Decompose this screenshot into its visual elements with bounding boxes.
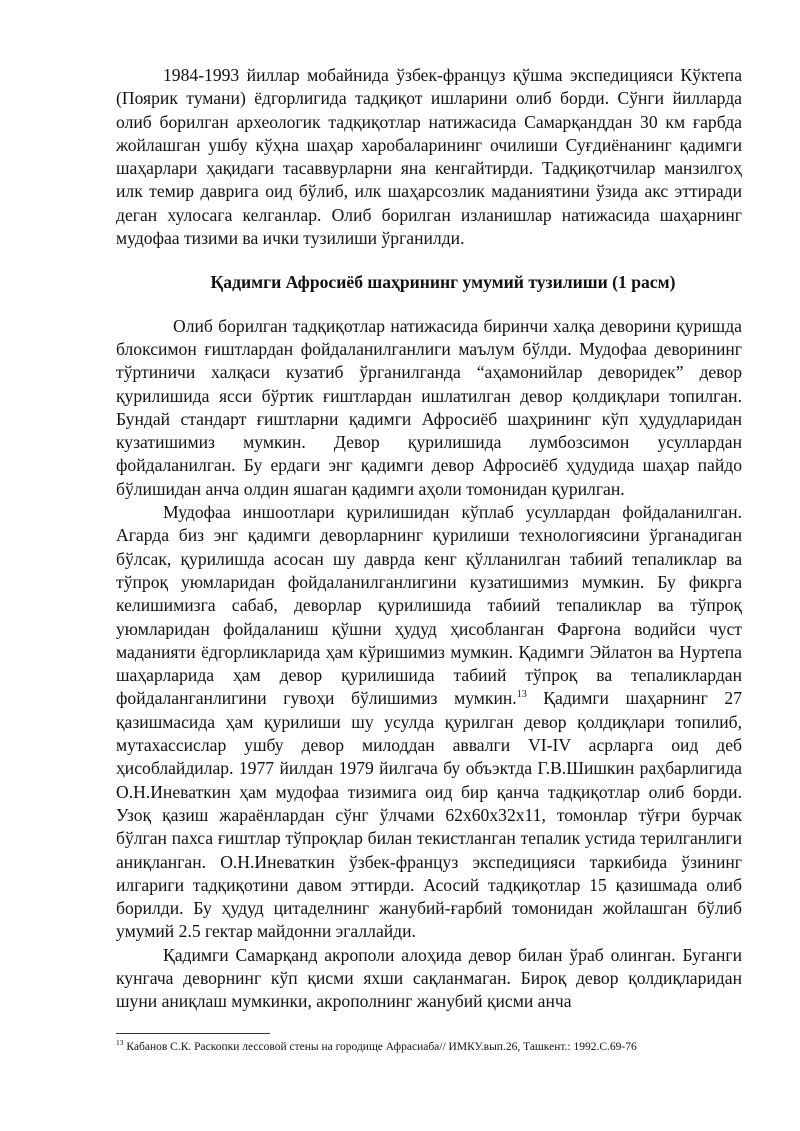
footnote-area: [116, 1033, 742, 1054]
footnote-reference[interactable]: 13: [516, 689, 527, 701]
body-paragraph-1: Олиб борилган тадқиқотлар натижасида биринчи халқа деворини қуришда блоксимон ғиштлардан фойдаланилганлиги маълум бўлди. Мудофаа деворининг тўртиничи халқаси кузатиб ўрганилганда “аҳамонийлар деворидек” девор қурилишида ясси бўртик ғиштлардан ишлатилган девор қолдиқлари топилган. Бундай стандарт ғиштларни қадимги Афросиёб шаҳрининг кўп ҳудудларидан кузатишимиз мумкин. Девор қурилишида лумбозсимон усуллардан фойдаланилган. Бу ердаги энг қадимги девор Афросиёб ҳудудида шаҳар пайдо бўлишидан анча олдин яшаган қадимги аҳоли томонидан қурилган.: [116, 315, 742, 499]
body-paragraph-2: [116, 501, 742, 944]
body-paragraph-3: Қадимги Самарқанд акрополи алоҳида девор билан ўраб олинган. Буганги кунгача деворнинг кўп қисми яхши сақланмаган. Бироқ девор қолдиқларидан шуни аниқлаш мумкинки, акрополнинг жанубий қисми анча: [116, 944, 742, 1012]
section-heading: Қадимги Афросиёб шаҳрининг умумий тузилиши (1 расм): [210, 272, 676, 293]
body-paragraph-2-text-b: Қадимги шаҳарнинг 27 қазишмасида ҳам қурилиши шу усулда қурилган девор қолдиқлари топилиб, мутахассислар ушбу девор милоддан аввалги VI-IV асрларга оид деб ҳисоблайдилар. 1977 йилдан 1979 йилгача бу объэктда Г.В.Шишкин раҳбарлигида О.Н.Иневаткин ҳам мудофаа тизимига оид бир қанча тадқиқотлар олиб борди. Узоқ қазиш жараёнлардан сўнг ўлчами 62х60х32х11, томонлар тўғри бурчак бўлган пахса ғиштлар тўпроқлар билан текистланган тепалик устида терилганлиги аниқланган. О.Н.Иневаткин ўзбек-француз экспедицияси таркибида ўзининг илгариги тадқиқотини давом эттирди. Асосий тадқиқотлар 15 қазишмада олиб борилди. Бу ҳудуд цитаделнинг жанубий-ғарбий томонидан жойлашган бўлиб умумий 2.5 гектар майдонни эгаллайди.: [116, 688, 742, 942]
intro-paragraph: 1984-1993 йиллар мобайнида ўзбек-француз қўшма экспедицияси Кўктепа (Поярик тумани) ёдгорлигида тадқиқот ишларини олиб борди. Сўнги йилларда олиб борилган археологик тадқиқотлар натижасида Самарқанддан 30 км ғарбда жойлашган ушбу кўҳна шаҳар харобаларининг очилиши Суғдиёнанинг қадимги шаҳарлари ҳақидаги тасаввурларни яна кенгайтирди. Тадқиқотчилар манзилгоҳ илк темир даврига оид бўлиб, илк шаҳарсозлик маданиятини ўзида акс эттиради деган хулосага келганлар. Олиб борилган изланишлар натижасида шаҳарнинг мудофаа тизими ва ички тузилиши ўрганилди.: [116, 65, 742, 249]
body-paragraph-2-text-a: Мудофаа иншоотлари қурилишидан кўплаб усуллардан фойдаланилган. Агарда биз энг қадимги деворларнинг қурилиши технологиясини ўрганадиган бўлсак, қурилишда асосан шу даврда кенг қўлланилган табиий тепаликлар ва тўпроқ уюмларидан фойдаланилганлигини кузатишимиз мумкин. Бу фикрга келишимизга сабаб, деворлар қурилишида табиий тепаликлар ва тўпроқ уюмларидан фойдаланиш қўшни ҳудуд ҳисобланган Фарғона водийси чуст маданияти ёдгорликларида ҳам кўришимиз мумкин. Қадимги Эйлатон ва Нуртепа шаҳарларида ҳам девор қурилишида табиий тўпроқ ва тепаликлардан фойдаланганлигини гувоҳи бўлишимиз мумкин.: [116, 502, 742, 709]
footnote-text: Кабанов С.К. Раскопки лессовой стены на городище Афрасиаба// ИМКУ.вып.26, Ташкент.: 1992.С.69-76: [123, 1041, 637, 1053]
document-page: [116, 64, 742, 1014]
footnote-separator: [116, 1033, 270, 1034]
footnote-number: 13: [116, 1038, 124, 1048]
footnote: [116, 1040, 742, 1054]
